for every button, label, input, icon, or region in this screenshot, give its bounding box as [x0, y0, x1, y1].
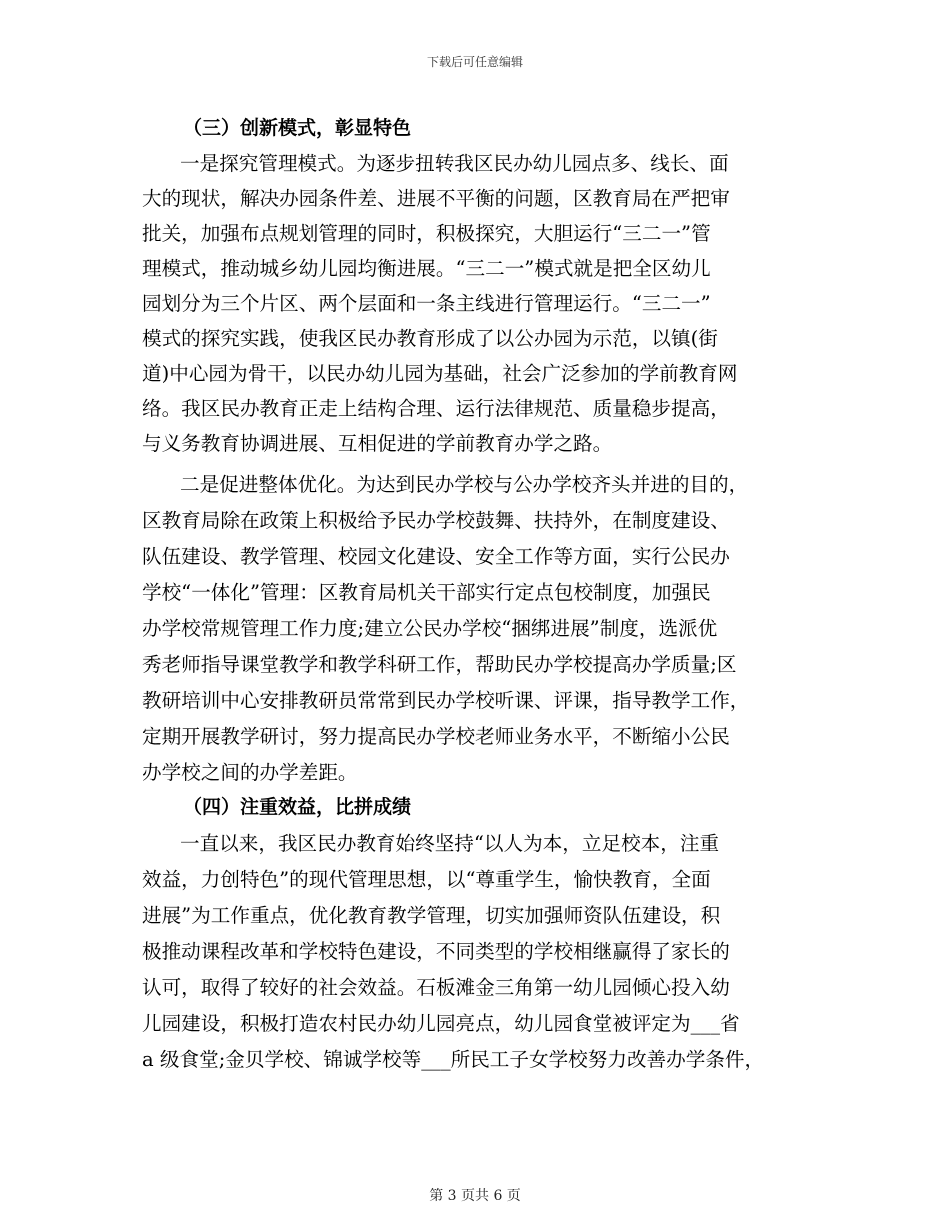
paragraph-line: 进展”为工作重点，优化教育教学管理，切实加强师资队伍建设，积: [142, 904, 721, 927]
section-heading: （四）注重效益，比拼成绩: [183, 796, 412, 818]
paragraph-line: 一是探究管理模式。为逐步扭转我区民办幼儿园点多、线长、面: [180, 152, 729, 175]
paragraph-line: 大的现状，解决办园条件差、进展不平衡的问题，区教育局在严把审: [142, 187, 730, 210]
paragraph-line: 区教育局除在政策上积极给予民办学校鼓舞、扶持外，在制度建设、: [142, 509, 730, 532]
page-header: 下载后可任意编辑: [426, 55, 523, 69]
paragraph-line: 效益，力创特色”的现代管理思想，以“尊重学生，愉快教育，全面: [142, 868, 711, 891]
paragraph-line: 认可，取得了较好的社会效益。石板滩金三角第一幼儿园倾心投入幼: [142, 976, 730, 999]
paragraph-line: 与义务教育协调进展、互相促进的学前教育办学之路。: [142, 432, 613, 455]
paragraph-line: 一直以来，我区民办教育始终坚持“以人为本，立足校本，注重: [180, 832, 720, 855]
paragraph-line: 批关，加强布点规划管理的同时，积极探究，大胆运行“三二一”管: [142, 222, 711, 245]
paragraph-line: 极推动课程改革和学校特色建设，不同类型的学校相继赢得了家长的: [142, 940, 730, 963]
paragraph-line: 队伍建设、教学管理、校园文化建设、安全工作等方面，实行公民办: [142, 545, 730, 568]
section-heading: （三）创新模式，彰显特色: [183, 117, 412, 139]
paragraph-line: 二是促进整体优化。为达到民办学校与公办学校齐头并进的目的，: [180, 473, 749, 496]
paragraph-line: 学校“一体化”管理：区教育局机关干部实行定点包校制度，加强民: [142, 581, 711, 604]
paragraph-line: 教研培训中心安排教研员常常到民办学校听课、评课，指导教学工作，: [142, 689, 750, 712]
page-footer: 第 3 页共 6 页: [429, 1188, 521, 1204]
paragraph-line: 园划分为三个片区、两个层面和一条主线进行管理运行。“三二一”: [142, 292, 711, 315]
paragraph-line: 道)中心园为骨干，以民办幼儿园为基础，社会广泛参加的学前教育网: [142, 362, 738, 385]
paragraph-line: 办学校之间的办学差距。: [142, 761, 358, 784]
paragraph-line: 定期开展教学研讨，努力提高民办学校老师业务水平，不断缩小公民: [142, 725, 730, 748]
paragraph-line: 秀老师指导课堂教学和教学科研工作，帮助民办学校提高办学质量;区: [142, 653, 737, 676]
paragraph-line: 模式的探究实践，使我区民办教育形成了以公办园为示范，以镇(街: [142, 327, 718, 350]
paragraph-line: 办学校常规管理工作力度;建立公民办学校“捆绑进展”制度，选派优: [142, 617, 718, 640]
paragraph-line: 理模式，推动城乡幼儿园均衡进展。“三二一”模式就是把全区幼儿: [142, 257, 711, 280]
paragraph-line: 儿园建设，积极打造农村民办幼儿园亮点，幼儿园食堂被评定为___省: [142, 1012, 740, 1035]
paragraph-line: 络。我区民办教育正走上结构合理、运行法律规范、质量稳步提高，: [142, 397, 730, 420]
paragraph-line: a 级食堂;金贝学校、锦诚学校等___所民工子女学校努力改善办学条件，: [142, 1048, 765, 1071]
